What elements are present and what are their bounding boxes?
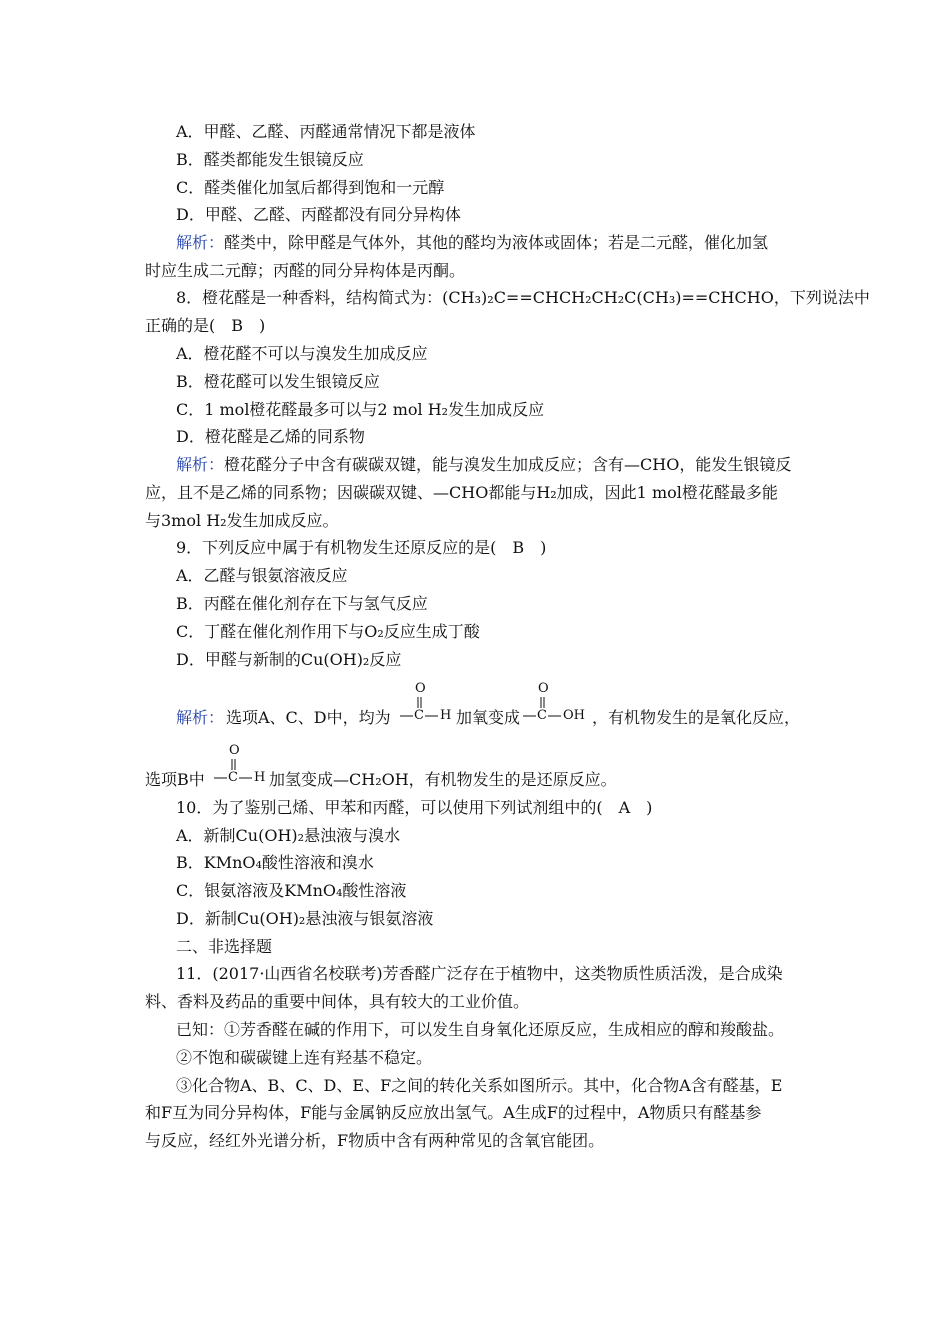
q8-analysis-line2: 应，且不是乙烯的同系物；因碳碳双键、—CHO都能与H₂加成，因此1 mol橙花醛最多能 bbox=[145, 483, 778, 502]
q8-option-d: D．橙花醛是乙烯的同系物 bbox=[176, 427, 365, 446]
q7-option-d: D．甲醛、乙醛、丙醛都没有同分异构体 bbox=[176, 205, 461, 224]
q7-analysis-text: 醛类中，除甲醛是气体外，其他的醛均为液体或固体；若是二元醛，催化加氢 bbox=[224, 233, 769, 252]
q7-analysis-line1 bbox=[176, 233, 768, 253]
q7-analysis-line2: 时应生成二元醇；丙醛的同分异构体是丙酮。 bbox=[145, 261, 466, 280]
aldehyde-group-formula: O C H bbox=[398, 682, 456, 728]
analysis-label-colored: 解析： bbox=[176, 708, 225, 727]
q9-stem: 9．下列反应中属于有机物发生还原反应的是( B ) bbox=[176, 538, 547, 557]
q10-option-b: B．KMnO₄酸性溶液和溴水 bbox=[176, 853, 374, 872]
q8-stem-line1: 8．橙花醛是一种香料，结构简式为：(CH₃)₂C==CHCH₂CH₂C(CH₃)==CHCHO，下列说法中 bbox=[176, 288, 870, 307]
q10-stem: 10．为了鉴别己烯、甲苯和丙醛，可以使用下列试剂组中的( A ) bbox=[176, 798, 653, 817]
q11-stem-line2: 料、香料及药品的重要中间体，具有较大的工业价值。 bbox=[145, 992, 530, 1011]
q10-option-a: A．新制Cu(OH)₂悬浊液与溴水 bbox=[176, 826, 401, 845]
analysis-label: 解析： bbox=[176, 233, 225, 252]
q11-known1: 已知：①芳香醛在碱的作用下，可以发生自身氧化还原反应，生成相应的醇和羧酸盐。 bbox=[176, 1020, 785, 1039]
q8-option-b: B．橙花醛可以发生银镜反应 bbox=[176, 372, 380, 391]
q9-option-d: D．甲醛与新制的Cu(OH)₂反应 bbox=[176, 650, 402, 669]
q7-option-a: A．甲醛、乙醛、丙醛通常情况下都是液体 bbox=[176, 122, 476, 141]
q9-analysis-p4: 选项B中 bbox=[145, 770, 205, 789]
q8-option-c: C．1 mol橙花醛最多可以与2 mol H₂发生加成反应 bbox=[176, 400, 545, 419]
carboxyl-group-formula: O C OH bbox=[521, 682, 585, 728]
q11-stem-line1: 11．(2017·山西省名校联考)芳香醛广泛存在于植物中，这类物质性质活泼，是合成染 bbox=[176, 964, 783, 983]
q9-analysis-p3: ，有机物发生的是氧化反应， bbox=[592, 708, 801, 727]
q9-analysis-p2: 加氧变成 bbox=[456, 708, 521, 727]
q8-analysis-line3: 与3mol H₂发生加成反应。 bbox=[145, 511, 339, 530]
q11-known3-line1: ③化合物A、B、C、D、E、F之间的转化关系如图所示。其中，化合物A含有醛基，E bbox=[176, 1076, 783, 1095]
q9-option-a: A．乙醛与银氨溶液反应 bbox=[176, 566, 348, 585]
aldehyde-group-formula-2: O C H bbox=[212, 744, 270, 790]
q9-option-c: C．丁醛在催化剂作用下与O₂反应生成丁酸 bbox=[176, 622, 480, 641]
q9-analysis-p5: 加氢变成—CH₂OH，有机物发生的是还原反应。 bbox=[269, 770, 617, 789]
q7-option-b: B．醛类都能发生银镜反应 bbox=[176, 150, 364, 169]
q8-option-a: A．橙花醛不可以与溴发生加成反应 bbox=[176, 344, 428, 363]
analysis-label: 解析： bbox=[176, 455, 225, 474]
q10-option-c: C．银氨溶液及KMnO₄酸性溶液 bbox=[176, 881, 407, 900]
section-title: 二、非选择题 bbox=[176, 937, 273, 956]
q9-option-b: B．丙醛在催化剂存在下与氢气反应 bbox=[176, 594, 428, 613]
q11-known3-line3: 与反应，经红外光谱分析，F物质中含有两种常见的含氧官能团。 bbox=[145, 1131, 605, 1150]
q8-stem-line2: 正确的是( B ) bbox=[145, 316, 266, 335]
q7-option-c: C．醛类催化加氢后都得到饱和一元醇 bbox=[176, 178, 445, 197]
q8-analysis-text: 橙花醛分子中含有碳碳双键，能与溴发生加成反应；含有—CHO，能发生银镜反 bbox=[224, 455, 792, 474]
q9-analysis-p1: 选项A、C、D中，均为 bbox=[226, 708, 391, 727]
q10-option-d: D．新制Cu(OH)₂悬浊液与银氨溶液 bbox=[176, 909, 434, 928]
q11-known2: ②不饱和碳碳键上连有羟基不稳定。 bbox=[176, 1048, 433, 1067]
q11-known3-line2: 和F互为同分异构体，F能与金属钠反应放出氢气。A生成F的过程中，A物质只有醛基参 bbox=[145, 1103, 762, 1122]
q8-analysis-line1 bbox=[176, 455, 791, 475]
